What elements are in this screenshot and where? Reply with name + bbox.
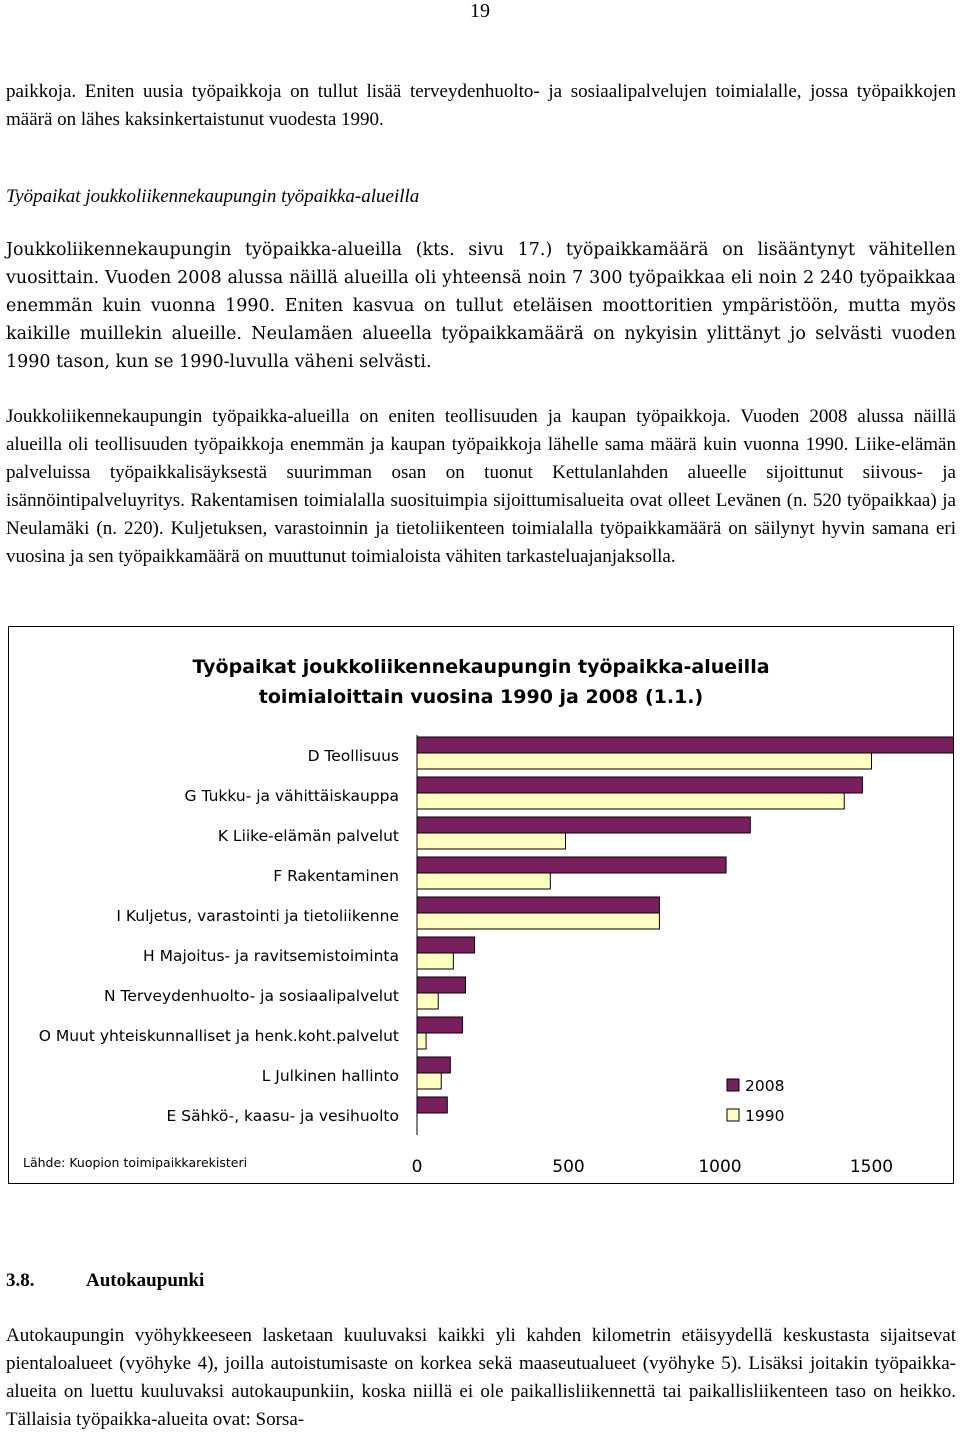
bar-2008 [417, 1057, 450, 1073]
chart-legend [727, 1077, 784, 1125]
category-label: F Rakentaminen [273, 867, 399, 885]
section-heading: Työpaikat joukkoliikennekaupungin työpaikka-alueilla [6, 186, 420, 207]
category-label: G Tukku- ja vähittäiskauppa [184, 787, 399, 805]
chart-source: Lähde: Kuopion toimipaikkarekisteri [23, 1155, 248, 1170]
bar-1990 [417, 793, 844, 809]
bar-1990 [417, 1073, 441, 1089]
category-label: K Liike-elämän palvelut [217, 827, 399, 845]
category-label: I Kuljetus, varastointi ja tietoliikenne [116, 907, 399, 925]
bar-2008 [417, 857, 726, 873]
section-number: 3.8. [6, 1270, 35, 1291]
bar-2008 [417, 817, 750, 833]
legend-swatch-1990 [727, 1109, 739, 1121]
category-label: O Muut yhteiskunnalliset ja henk.koht.palvelut [38, 1027, 399, 1045]
x-tick-label: 1500 [849, 1157, 894, 1177]
bar-1990 [417, 913, 659, 929]
legend-swatch-2008 [727, 1079, 739, 1091]
category-label: D Teollisuus [307, 747, 399, 765]
bar-2008 [417, 1017, 462, 1033]
category-label: H Majoitus- ja ravitsemistoiminta [143, 947, 399, 965]
chart-title-line2: toimialoittain vuosina 1990 ja 2008 (1.1.) [258, 686, 704, 708]
bar-chart [9, 627, 953, 1183]
legend-label: 1990 [745, 1107, 785, 1125]
bar-2008 [417, 1097, 447, 1113]
bar-2008 [417, 777, 862, 793]
chart-figure [8, 626, 954, 1184]
paragraph-autokaupunki: Autokaupungin vyöhykkeeseen lasketaan kuuluvaksi kaikki yli kahden kilometrin etäisyydellä keskustasta sijaitsevat pientaloalueet (vyöhyke 4), joilla autoistumisaste on korkea sekä maaseutualueet (vyöhyke 5). Lisäksi joitakin työpaikka-alueita on luettu kuuluvaksi autokaupunkiin, koska niillä ei ole paikallisliikennettä tai paikallisliikenteen taso on heikko. Tällaisia työpaikka-alueita ovat: Sorsa- [6, 1325, 956, 1430]
category-label: N Terveydenhuolto- ja sosiaalipalvelut [104, 987, 399, 1005]
page-number: 19 [470, 0, 490, 22]
bar-2008 [417, 977, 465, 993]
category-label: L Julkinen hallinto [261, 1067, 399, 1085]
x-tick-label: 500 [552, 1157, 585, 1177]
bar-1990 [417, 873, 550, 889]
paragraph-intro: paikkoja. Eniten uusia työpaikkoja on tullut lisää terveydenhuolto- ja sosiaalipalvelujen toimialalle, jossa työpaikkojen määrä on lähes kaksinkertaistunut vuodesta 1990. [6, 81, 956, 130]
x-tick-label: 0 [411, 1157, 423, 1177]
paragraph-industry: Joukkoliikennekaupungin työpaikka-alueilla on eniten teollisuuden ja kaupan työpaikkoja. Vuoden 2008 alussa näillä alueilla oli teollisuuden työpaikkoja enemmän ja kaupan työpaikkoja lähelle sama määrä kuin vuonna 1990. Liike-elämän palveluissa työpaikkalisäyksestä suurimman osan on tuonut Kettulanlahden alueelle sijoittunut siivous- ja isännöintipalveluyritys. Rakentamisen toimialalla suosituimpia sijoittumisalueita ovat olleet Levänen (n. 520 työpaikkaa) ja Neulamäki (n. 220). Kuljetuksen, varastoinnin ja tietoliikenteen toimialalla työpaikkamäärä on säilynyt hyvin samana eri vuosina ja sen työpaikkamäärä on muuttunut toimialoista vähiten tarkasteluajanjaksolla. [6, 406, 956, 567]
section-title: Autokaupunki [86, 1270, 205, 1291]
x-tick-label: 1000 [698, 1157, 742, 1177]
paragraph-workplace-growth: Joukkoliikennekaupungin työpaikka-alueilla (kts. sivu 17.) työpaikkamäärä on lisääntynyt vähitellen vuosittain. Vuoden 2008 alussa näillä alueilla oli yhteensä noin 7 300 työpaikkaa eli noin 2 240 työpaikkaa enemmän kuin vuonna 1990. Eniten kasvua on tullut eteläisen moottoritien ympäristöön, mutta myös kaikille muillekin alueille. Neulamäen alueella työpaikkamäärä on nykyisin ylittänyt jo selvästi vuoden 1990 tason, kun se 1990-luvulla väheni selvästi. [6, 240, 956, 372]
bar-1990 [417, 1033, 426, 1049]
category-label: E Sähkö-, kaasu- ja vesihuolto [166, 1107, 399, 1125]
bar-1990 [417, 833, 565, 849]
bar-1990 [417, 953, 453, 969]
bar-2008 [417, 897, 659, 913]
bar-1990 [417, 993, 438, 1009]
bar-1990 [417, 753, 872, 769]
bar-2008 [417, 737, 953, 753]
chart-title-line1: Työpaikat joukkoliikennekaupungin työpaikka-alueilla [192, 656, 770, 678]
section-3-8-heading [6, 1270, 204, 1292]
legend-label: 2008 [745, 1077, 785, 1095]
bar-2008 [417, 937, 475, 953]
